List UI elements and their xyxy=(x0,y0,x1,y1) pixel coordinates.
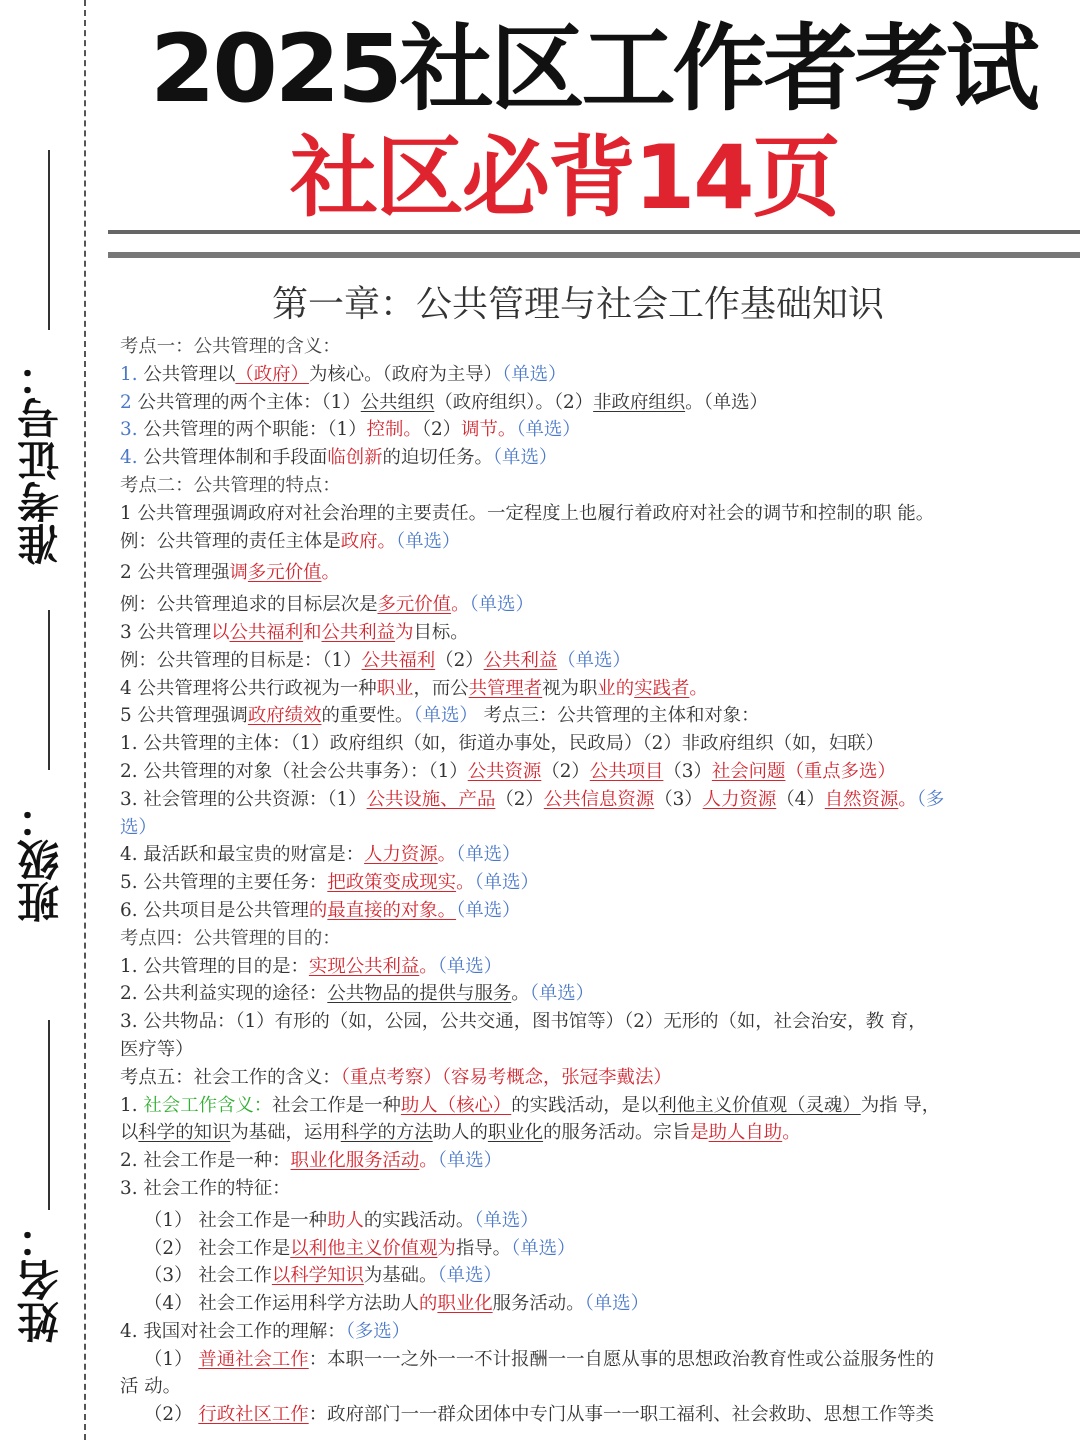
note-text: （3） xyxy=(663,760,712,782)
note-line xyxy=(120,702,1035,730)
note-text: 公共项目 xyxy=(589,760,664,782)
note-text: 的服务活动。宗旨 xyxy=(543,1122,691,1144)
note-line xyxy=(120,1036,1035,1064)
note-text: （2） xyxy=(421,419,462,441)
note-line xyxy=(120,619,1035,647)
note-text: 职业化 xyxy=(437,1293,493,1315)
note-text: （单选） xyxy=(516,419,581,441)
note-text: 2 xyxy=(120,391,132,413)
note-text: 公共资源 xyxy=(467,760,542,782)
note-text: 1. 公共管理的主体：（1）政府组织（如，街道办事处，民政局）（2）非政府组织（如，妇联） xyxy=(120,733,885,755)
note-text: 3. 公共物品：（1）有形的（如，公园，公共交通，图书馆等）（2）无形的（如，社会治安，教 育， xyxy=(120,1011,927,1033)
note-text: ，而公 xyxy=(413,677,469,699)
note-text: 职业化 xyxy=(487,1122,544,1144)
note-text: 。 xyxy=(511,983,530,1005)
note-text: （单选） xyxy=(456,844,521,866)
note-text: 1. xyxy=(120,363,138,385)
note-text: 医疗等） xyxy=(120,1038,194,1060)
note-text: 的重要性。 xyxy=(321,705,414,727)
note-text: 科学的方法 xyxy=(340,1122,433,1144)
note-text: 人力资源 xyxy=(702,788,777,810)
note-line xyxy=(120,591,1035,619)
note-line xyxy=(120,1346,1035,1374)
note-text: 为核心。（政府为主导） xyxy=(308,363,503,385)
note-text: 例：公共管理的责任主体是 xyxy=(120,530,341,552)
note-text: （单选） xyxy=(456,899,521,921)
name-label: 姓名： xyxy=(16,1217,65,1343)
note-text: 4. 最活跃和最宝贵的财富是： xyxy=(120,844,365,866)
note-text: （单选） xyxy=(502,363,567,385)
note-line xyxy=(120,730,1035,758)
note-text: （4） xyxy=(776,788,825,810)
note-text: 最直接的对象。 xyxy=(327,899,457,921)
note-text: ：本职一一之外一一不计报酬一一自愿从事的思想政治教育性或公益服务性的 xyxy=(308,1348,934,1370)
note-text: 的实践活动，是以 xyxy=(511,1094,659,1116)
note-text: 为 xyxy=(395,621,414,643)
header-divider-thick xyxy=(108,252,1080,258)
note-line xyxy=(120,1401,1035,1429)
note-text: 2. 公共管理的对象（社会公共事务）：（1） xyxy=(120,760,468,782)
note-text: 目标。 xyxy=(413,621,469,643)
note-text: （2） xyxy=(541,760,590,782)
note-line xyxy=(120,786,1035,814)
note-text: 是 xyxy=(690,1122,709,1144)
note-text: （重点考察）（容易考概念，张冠李戴法） xyxy=(340,1066,672,1088)
note-text: 助人的 xyxy=(432,1122,488,1144)
note-text: 考点二：公共管理的特点： xyxy=(120,474,341,496)
note-text: 的迫切任务。 xyxy=(382,447,493,469)
note-line xyxy=(120,1175,1035,1203)
note-line xyxy=(120,980,1035,1008)
note-text: 以科学知识 xyxy=(271,1265,364,1287)
note-text: 5 公共管理强调 xyxy=(120,705,248,727)
note-text: 1 公共管理强调政府对社会治理的主要责任。一定程度上也履行着政府对社会的调节和控制的职 能。 xyxy=(120,502,935,524)
note-text: 4. 我国对社会工作的理解： xyxy=(120,1320,346,1342)
note-line xyxy=(120,500,1035,528)
note-text: 社会工作含义： xyxy=(143,1094,273,1116)
note-text: 的实践活动。 xyxy=(363,1209,475,1231)
note-line xyxy=(120,1290,1035,1318)
note-text: 以 xyxy=(211,621,230,643)
study-notes xyxy=(120,333,1035,1429)
note-text: 。 xyxy=(419,955,438,977)
note-line xyxy=(120,1373,1035,1401)
note-text: （单选） xyxy=(492,447,558,469)
note-text: 1. xyxy=(120,1094,144,1116)
note-text: （2） xyxy=(435,649,484,671)
note-text: （重点多选） xyxy=(785,760,896,782)
note-text: （单选） xyxy=(474,1209,539,1231)
note-text: 调节。 xyxy=(461,419,517,441)
note-line xyxy=(120,1119,1035,1147)
note-text: 视为职 xyxy=(542,677,598,699)
note-text: 。 xyxy=(782,1122,801,1144)
note-text: 为基础。 xyxy=(363,1265,438,1287)
note-text: 公共管理以 xyxy=(137,363,236,385)
exam-no-label: 准考证号： xyxy=(16,355,65,565)
note-text: （3） 社会工作 xyxy=(144,1265,272,1287)
note-text: 公共管理的两个职能：（1） xyxy=(137,419,367,441)
note-line xyxy=(120,472,1035,500)
note-text: 考点四：公共管理的目的： xyxy=(120,927,341,949)
note-text: （单选） xyxy=(395,530,461,552)
note-text: 为 xyxy=(437,1237,456,1259)
note-text: （单选） xyxy=(557,649,631,671)
note-text: 多元价值 xyxy=(377,594,452,616)
note-text: 例：公共管理的目标是：（1） xyxy=(120,649,362,671)
note-line xyxy=(120,1318,1035,1346)
note-text: （单选） xyxy=(474,872,539,894)
chapter-title: 第一章：公共管理与社会工作基础知识 xyxy=(271,284,884,325)
note-text: 6. 公共项目是公共管理 xyxy=(120,899,309,921)
note-text: 公共管理的两个主体：（1） xyxy=(131,391,361,413)
note-text: （1） 社会工作是一种 xyxy=(144,1209,328,1231)
note-text: 指导。 xyxy=(455,1237,512,1259)
note-line xyxy=(120,841,1035,869)
note-text: 共管理者 xyxy=(468,677,543,699)
note-text: 公共组织 xyxy=(360,391,435,413)
note-text: （政府） xyxy=(235,363,309,385)
note-text: 2. 公共利益实现的途径： xyxy=(120,983,328,1005)
note-text: 自然资源 xyxy=(824,788,899,810)
note-line xyxy=(120,814,1035,842)
note-line xyxy=(120,559,1035,587)
note-text: 例：公共管理追求的目标层次是 xyxy=(120,594,378,616)
note-text: 。 xyxy=(321,562,340,584)
note-text: 2 公共管理强 xyxy=(120,562,230,584)
note-line xyxy=(120,528,1035,556)
note-text: （单选） xyxy=(469,594,534,616)
note-text: 4 公共管理将公共行政视为一种 xyxy=(120,677,377,699)
note-text: （多 xyxy=(916,788,945,810)
note-text: （4） 社会工作运用科学方法助人 xyxy=(144,1293,420,1315)
note-text: 政府绩效 xyxy=(247,705,322,727)
page-subtitle: 社区必背14页 xyxy=(290,126,839,229)
note-text: 利他主义价值观（灵魂） xyxy=(658,1094,861,1116)
header-divider-thin xyxy=(108,230,1080,234)
note-text: 5. 公共管理的主要任务： xyxy=(120,872,328,894)
note-text: 职业 xyxy=(376,677,414,699)
note-text: 考点五：社会工作的含义： xyxy=(120,1066,341,1088)
cut-line-dashed xyxy=(84,0,86,1440)
note-line xyxy=(120,953,1035,981)
exam-no-blank-line xyxy=(48,150,50,330)
note-text: 3 公共管理 xyxy=(120,621,212,643)
note-text: （2） xyxy=(495,788,544,810)
note-text: 公共利益 xyxy=(321,621,396,643)
note-line xyxy=(120,444,1035,472)
note-text: 政府。 xyxy=(340,530,396,552)
note-text: 以利他主义价值观 xyxy=(290,1237,438,1259)
note-text: （单选） xyxy=(437,1265,502,1287)
note-text: 。 xyxy=(451,594,470,616)
page-title: 2025社区工作者考试 xyxy=(150,15,1037,124)
note-text: 公共信息资源 xyxy=(543,788,655,810)
binding-margin xyxy=(0,0,92,1440)
note-text: 科学的知识 xyxy=(138,1122,231,1144)
note-line xyxy=(120,1207,1035,1235)
note-text: 职业化服务活动 xyxy=(290,1150,420,1172)
note-text: 人力资源 xyxy=(364,844,438,866)
note-line xyxy=(120,389,1035,417)
note-text: 。 xyxy=(689,677,708,699)
note-text: 临创新 xyxy=(327,447,383,469)
note-text: 业的 xyxy=(597,677,635,699)
note-text: 。 xyxy=(419,1150,438,1172)
note-line xyxy=(120,1064,1035,1092)
note-text: 公共物品的提供与服务 xyxy=(327,983,512,1005)
note-line xyxy=(120,1092,1035,1120)
note-text: 公共管理体制和手段面 xyxy=(137,447,328,469)
note-text: （1） xyxy=(144,1348,199,1370)
note-text: 1. 公共管理的目的是： xyxy=(120,955,309,977)
note-text: 调 xyxy=(229,562,248,584)
note-text: 2. 社会工作是一种： xyxy=(120,1150,291,1172)
note-line xyxy=(120,647,1035,675)
note-text: （单选） xyxy=(437,1150,503,1172)
note-text: 为指 导， xyxy=(860,1094,941,1116)
note-text: （多选） xyxy=(345,1320,411,1342)
note-line xyxy=(120,758,1035,786)
note-text: 助人 xyxy=(327,1209,364,1231)
class-blank-line xyxy=(48,610,50,770)
note-text: 服务活动。 xyxy=(492,1293,585,1315)
note-text: 普通社会工作 xyxy=(198,1348,309,1370)
note-text: 实现公共利益 xyxy=(308,955,420,977)
note-text: 社会工作是一种 xyxy=(272,1094,401,1116)
note-text: 和 xyxy=(303,621,322,643)
note-text: （政府组织）。（2） xyxy=(434,391,594,413)
note-text: 公共福利 xyxy=(361,649,436,671)
note-text: 把政策变成现实 xyxy=(327,872,457,894)
note-text: 的 xyxy=(419,1293,438,1315)
note-text: （单选） xyxy=(511,1237,576,1259)
note-line xyxy=(120,1262,1035,1290)
note-line xyxy=(120,361,1035,389)
note-text: 活 动。 xyxy=(120,1376,182,1398)
note-text: 公共设施、产品 xyxy=(366,788,496,810)
note-text: 公共福利 xyxy=(229,621,304,643)
note-line xyxy=(120,925,1035,953)
note-line xyxy=(120,1235,1035,1263)
name-blank-line xyxy=(48,1020,50,1210)
note-text: 。 xyxy=(898,788,917,810)
note-text: 控制。 xyxy=(366,419,422,441)
note-line xyxy=(120,416,1035,444)
page-header xyxy=(110,14,1070,234)
note-line xyxy=(120,897,1035,925)
note-text: （2） xyxy=(144,1404,199,1426)
note-text: （单选） xyxy=(584,1293,649,1315)
note-text: 3. 社会工作的特征： xyxy=(120,1177,291,1199)
note-text: （单选） xyxy=(529,983,595,1005)
note-text: 4. xyxy=(120,447,138,469)
note-text: （2） 社会工作是 xyxy=(144,1237,291,1259)
note-text: 为基础，运用 xyxy=(230,1122,341,1144)
note-text: 考点一：公共管理的含义： xyxy=(120,336,341,357)
note-text: 非政府组织 xyxy=(593,391,686,413)
note-text: （单选） xyxy=(413,705,478,727)
note-text: 助人自助 xyxy=(708,1122,783,1144)
note-text: 行政社区工作 xyxy=(198,1404,309,1426)
note-line xyxy=(120,675,1035,703)
note-text: 考点三：公共管理的主体和对象： xyxy=(477,705,760,727)
note-text: 。 xyxy=(437,844,457,866)
class-label: 班级： xyxy=(16,797,65,923)
note-text: 社会问题 xyxy=(711,760,786,782)
note-text: ：政府部门一一群众团体中专门从事一一职工福利、社会救助、思想工作等类 xyxy=(308,1404,934,1426)
note-text: 。（单选） xyxy=(685,391,768,413)
note-text: 以 xyxy=(120,1122,139,1144)
note-line xyxy=(120,1008,1035,1036)
note-text: 多元价值 xyxy=(247,562,322,584)
note-line xyxy=(120,869,1035,897)
note-text: （单选） xyxy=(437,955,503,977)
note-line xyxy=(120,1147,1035,1175)
note-text: 公共利益 xyxy=(483,649,558,671)
note-text: 3. 社会管理的公共资源：（1） xyxy=(120,788,367,810)
note-text: （3） xyxy=(654,788,703,810)
note-text: 选） xyxy=(120,816,157,838)
note-text: 。 xyxy=(456,872,475,894)
note-text: 实践者 xyxy=(634,677,690,699)
note-line xyxy=(120,333,1035,361)
note-text: 的 xyxy=(308,899,328,921)
note-text: 助人（核心） xyxy=(400,1094,512,1116)
note-text: 3. xyxy=(120,419,138,441)
